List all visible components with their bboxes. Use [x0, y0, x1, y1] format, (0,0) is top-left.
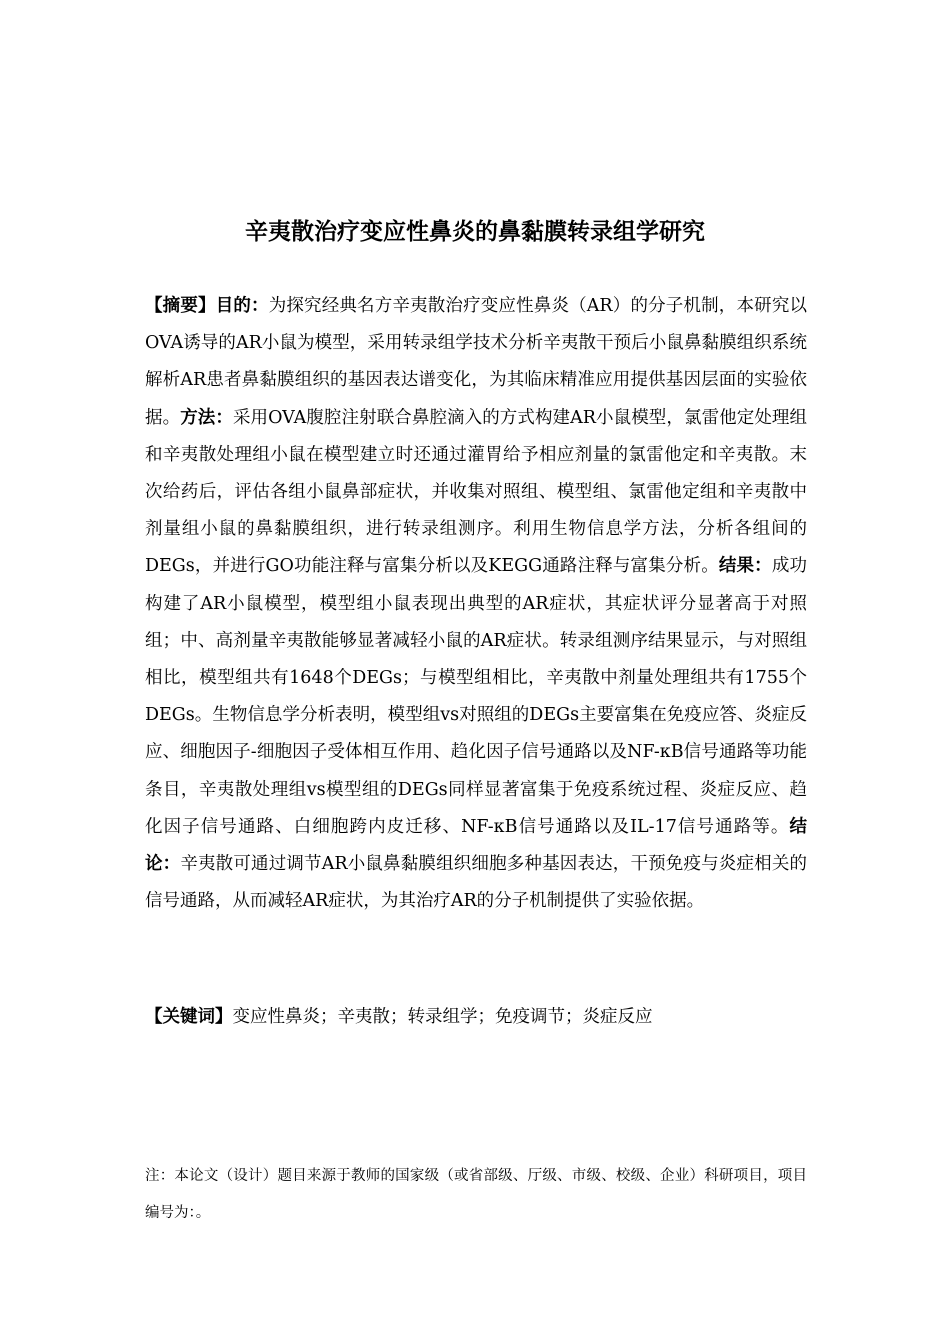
abstract-paragraph [145, 288, 807, 920]
methods-label: 方法： [180, 407, 233, 428]
results-text: 成功构建了AR小鼠模型，模型组小鼠表现出典型的AR症状，其症状评分显著高于对照组；中、高剂量辛夷散能够显著减轻小鼠的AR症状。转录组测序结果显示，与对照组相比，模型组共有1648个DEGs；与模型组相比，辛夷散中剂量处理组共有1755个DEGs。生物信息学分析表明，模型组vs对照组的DEGs主要富集在免疫应答、炎症反应、细胞因子-细胞因子受体相互作用、趋化因子信号通路以及NF-κB信号通路等功能条目，辛夷散处理组vs模型组的DEGs同样显著富集于免疫系统过程、炎症反应、趋化因子信号通路、白细胞跨内皮迁移、NF-κB信号通路以及IL-17信号通路等。 [145, 556, 808, 837]
keywords-paragraph [145, 999, 807, 1036]
abstract-label: 【摘要】 [145, 296, 216, 316]
methods-text: 采用OVA腹腔注射联合鼻腔滴入的方式构建AR小鼠模型，氯雷他定处理组和辛夷散处理组小鼠在模型建立时还通过灌胃给予相应剂量的氯雷他定和辛夷散。末次给药后，评估各组小鼠鼻部症状，并收集对照组、模型组、氯雷他定组和辛夷散中剂量组小鼠的鼻黏膜组织，进行转录组测序。利用生物信息学方法，分析各组间的DEGs，并进行GO功能注释与富集分析以及KEGG通路注释与富集分析。 [145, 407, 808, 577]
keywords-text: 变应性鼻炎；辛夷散；转录组学；免疫调节；炎症反应 [232, 1007, 653, 1027]
objective-text: 为探究经典名方辛夷散治疗变应性鼻炎（AR）的分子机制，本研究以OVA诱导的AR小鼠为模型，采用转录组学技术分析辛夷散干预后小鼠鼻黏膜组织系统解析AR患者鼻黏膜组织的基因表达谱变化，为其临床精准应用提供基因层面的实验依据。 [145, 296, 807, 428]
paper-title: 辛夷散治疗变应性鼻炎的鼻黏膜转录组学研究 [245, 219, 705, 245]
footnote: 注：本论文（设计）题目来源于教师的国家级（或省部级、厅级、市级、校级、企业）科研项目，项目编号为：。 [145, 1168, 807, 1221]
results-label: 结果： [718, 556, 772, 577]
objective-label: 目的： [215, 296, 269, 316]
conclusion-label: 结论： [145, 816, 807, 875]
conclusion-text: 辛夷散可通过调节AR小鼠鼻黏膜组织细胞多种基因表达，干预免疫与炎症相关的信号通路，从而减轻AR症状，为其治疗AR的分子机制提供了实验依据。 [145, 854, 807, 912]
keywords-label: 【关键词】 [145, 1007, 233, 1027]
